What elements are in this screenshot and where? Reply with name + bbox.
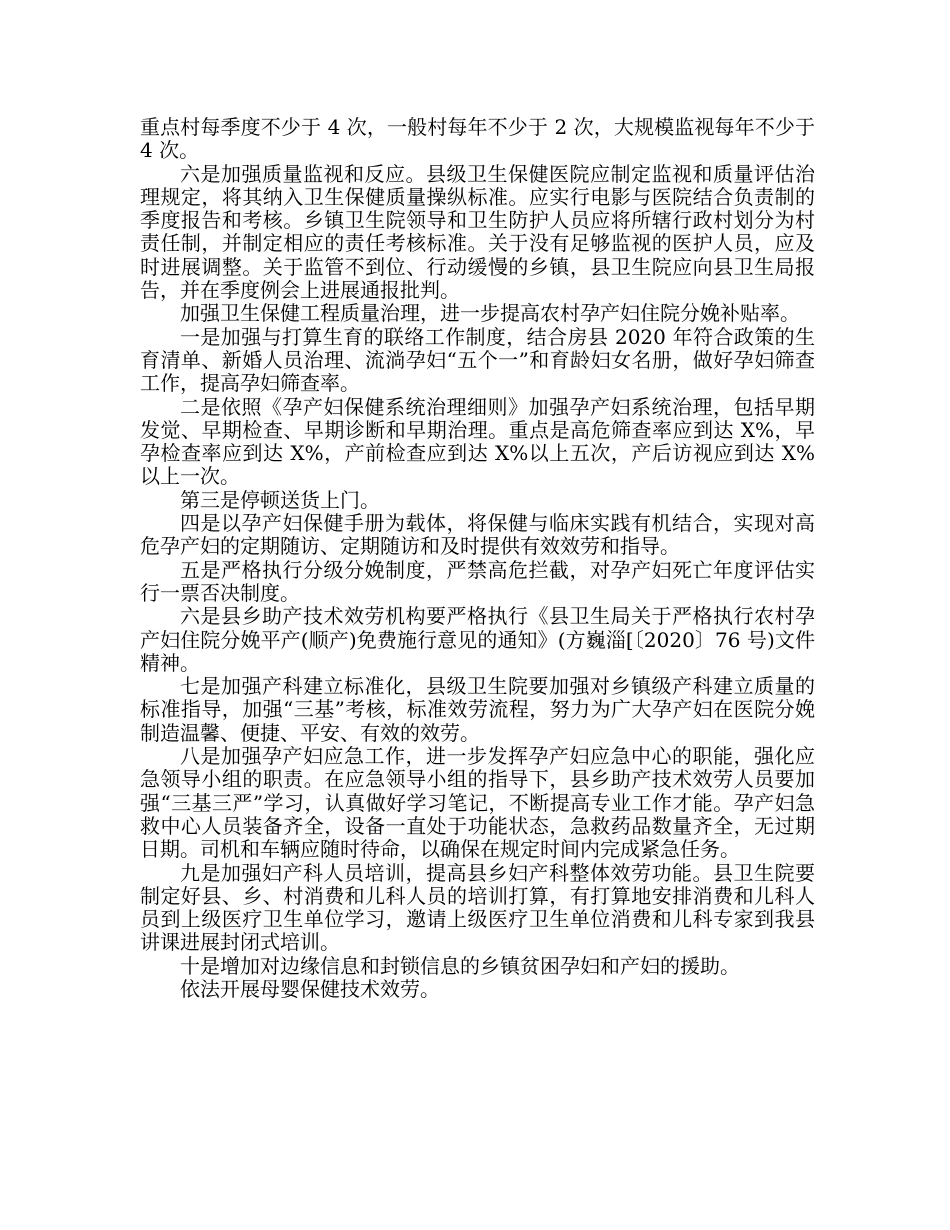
paragraph: 八是加强孕产妇应急工作，进一步发挥孕产妇应急中心的职能，强化应急领导小组的职责。在应急领导小组的指导下，县乡助产技术效劳人员要加强“三基三严”学习，认真做好学习笔记，不断提高专业工作才能。孕产妇急救中心人员装备齐全，设备一直处于功能状态，急救药品数量齐全，无过期日期。司机和车辆应随时待命，以确保在规定时间内完成紧急任务。 [140,744,815,862]
paragraph: 六是县乡助产技术效劳机构要严格执行《县卫生局关于严格执行农村孕产妇住院分娩平产(顺产)免费施行意见的通知》(方巍淄[〔2020〕76 号)文件精神。 [140,604,815,675]
paragraph: 五是严格执行分级分娩制度，严禁高危拦截，对孕产妇死亡年度评估实行一票否决制度。 [140,557,815,605]
paragraph: 依法开展母婴保健技术效劳。 [180,976,440,1001]
document-body [140,116,815,1001]
paragraph: 四是以孕产妇保健手册为载体，将保健与临床实践有机结合，实现对高危孕产妇的定期随访、定期随访和及时提供有效效劳和指导。 [140,511,815,559]
paragraph: 十是增加对边缘信息和封锁信息的乡镇贫困孕妇和产妇的援助。 [180,953,740,978]
paragraph: 加强卫生保健工程质量治理，进一步提高农村孕产妇住院分娩补贴率。 [180,301,800,326]
paragraph: 二是依照《孕产妇保健系统治理细则》加强孕产妇系统治理，包括早期发觉、早期检查、早期诊断和早期治理。重点是高危筛查率应到达 X%，早孕检查率应到达 X%，产前检查应到达 X%以上五次，产后访视应到达 X%以上一次。 [140,394,815,489]
paragraph: 第三是停顿送货上门。 [180,487,380,512]
paragraph: 六是加强质量监视和反应。县级卫生保健医院应制定监视和质量评估治理规定，将其纳入卫生保健质量操纵标准。应实行电影与医院结合负责制的季度报告和考核。乡镇卫生院领导和卫生防护人员应将所辖行政村划分为村责任制，并制定相应的责任考核标准。关于没有足够监视的医护人员，应及时进展调整。关于监管不到位、行动缓慢的乡镇，县卫生院应向县卫生局报告，并在季度例会上进展通报批判。 [140,161,815,303]
paragraph: 重点村每季度不少于 4 次，一般村每年不少于 2 次，大规模监视每年不少于 4 次。 [140,115,815,163]
paragraph: 九是加强妇产科人员培训，提高县乡妇产科整体效劳功能。县卫生院要制定好县、乡、村消费和儿科人员的培训打算，有打算地安排消费和儿科人员到上级医疗卫生单位学习，邀请上级医疗卫生单位消费和儿科专家到我县讲课进展封闭式培训。 [140,860,815,955]
paragraph: 一是加强与打算生育的联络工作制度，结合房县 2020 年符合政策的生育清单、新婚人员治理、流淌孕妇“五个一”和育龄妇女名册，做好孕妇筛查工作，提高孕妇筛查率。 [140,324,815,396]
paragraph: 七是加强产科建立标准化，县级卫生院要加强对乡镇级产科建立质量的标准指导，加强“三基”考核，标准效劳流程，努力为广大孕产妇在医院分娩制造温馨、便捷、平安、有效的效劳。 [140,674,815,745]
